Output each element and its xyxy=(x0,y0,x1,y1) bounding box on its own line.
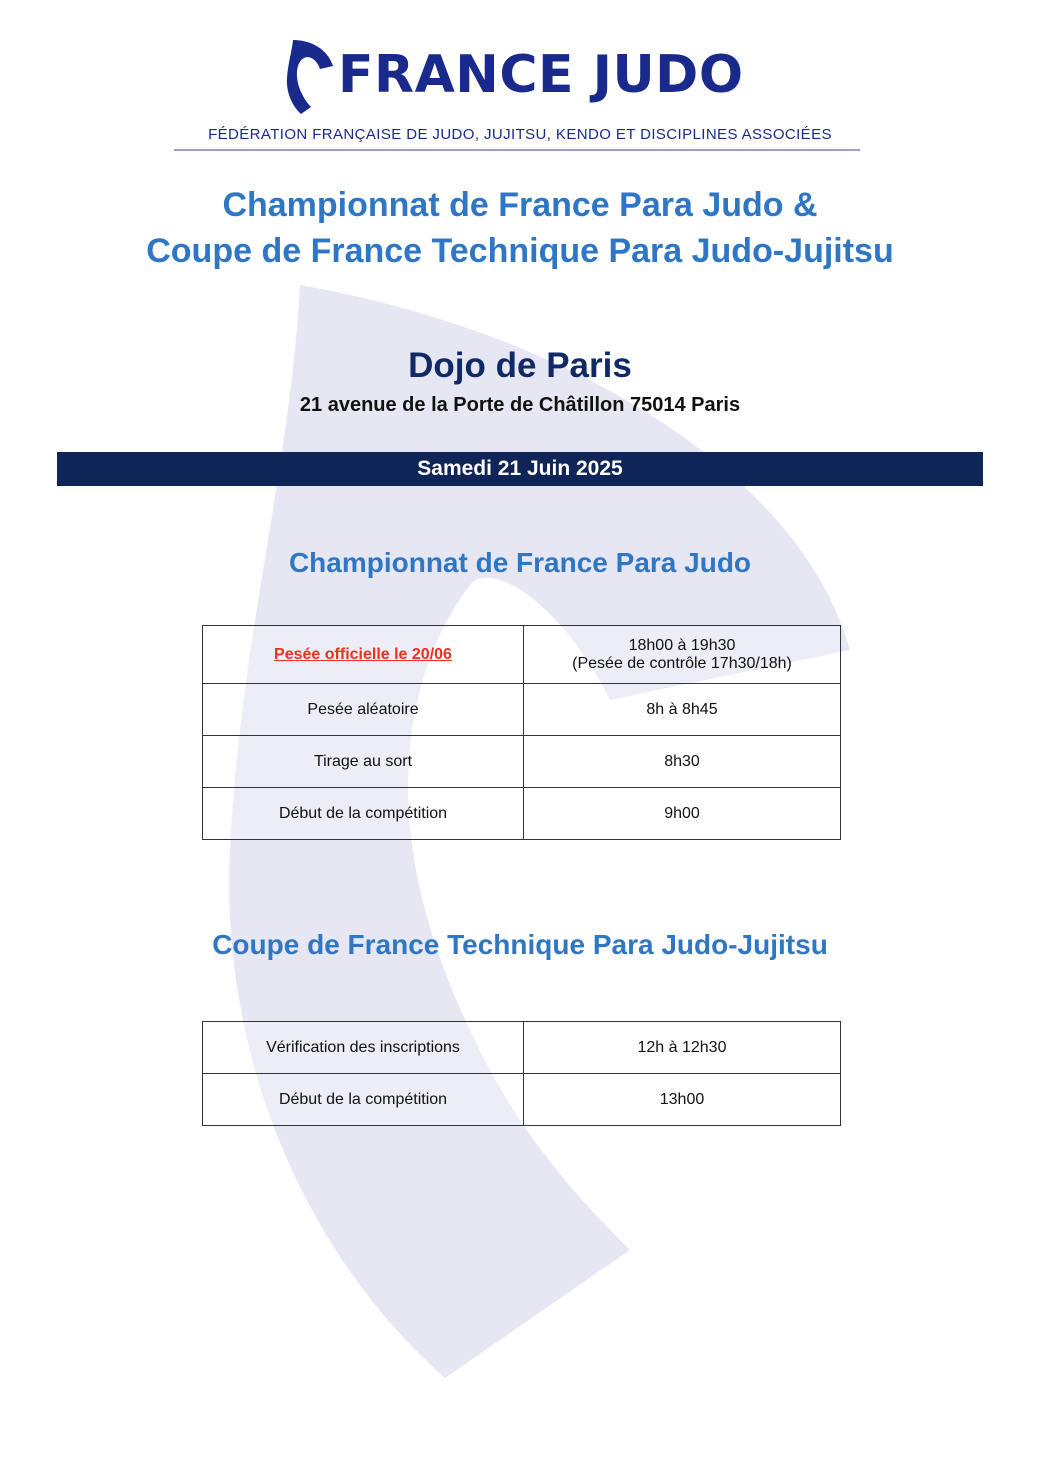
federation-divider xyxy=(174,149,860,151)
france-judo-logo xyxy=(0,36,1040,116)
schedule-note: (Pesée de contrôle 17h30/18h) xyxy=(572,654,792,672)
table-cell-value xyxy=(524,626,841,684)
table-row xyxy=(203,626,841,684)
event-title xyxy=(0,182,1040,274)
venue-address: 21 avenue de la Porte de Châtillon 75014 Paris xyxy=(299,394,741,416)
official-weigh-in-label: Pesée officielle le 20/06 xyxy=(274,645,452,663)
table-row xyxy=(203,736,841,788)
table-row xyxy=(203,1074,841,1126)
table-cell-label xyxy=(203,626,524,684)
schedule-table-technique xyxy=(202,1021,841,1126)
table-cell-label: Début de la compétition xyxy=(203,788,524,840)
federation-name: FÉDÉRATION FRANÇAISE DE JUDO, JUJITSU, KENDO ET DISCIPLINES ASSOCIÉES xyxy=(208,126,832,143)
venue-name: Dojo de Paris xyxy=(408,346,632,385)
schedule-table-para-judo xyxy=(202,625,841,840)
section-title-technique: Coupe de France Technique Para Judo-Jujitsu xyxy=(212,929,828,960)
table-row xyxy=(203,684,841,736)
table-cell-value: 8h à 8h45 xyxy=(524,684,841,736)
event-title-line-1: Championnat de France Para Judo & xyxy=(222,186,818,224)
table-cell-value: 9h00 xyxy=(524,788,841,840)
table-row xyxy=(203,1022,841,1074)
brand-name: FRANCE JUDO xyxy=(338,45,744,105)
table-cell-value: 13h00 xyxy=(524,1074,841,1126)
table-row xyxy=(203,788,841,840)
table-cell-label: Début de la compétition xyxy=(203,1074,524,1126)
table-cell-label: Tirage au sort xyxy=(203,736,524,788)
event-title-line-2: Coupe de France Technique Para Judo-Jujitsu xyxy=(146,232,894,270)
schedule-time: 18h00 à 19h30 xyxy=(628,636,736,654)
table-cell-value: 12h à 12h30 xyxy=(524,1022,841,1074)
section-title-para-judo: Championnat de France Para Judo xyxy=(288,547,752,578)
judo-logo-icon xyxy=(284,36,338,114)
table-cell-label: Vérification des inscriptions xyxy=(203,1022,524,1074)
table-cell-value: 8h30 xyxy=(524,736,841,788)
table-cell-label: Pesée aléatoire xyxy=(203,684,524,736)
date-banner: Samedi 21 Juin 2025 xyxy=(57,452,983,486)
